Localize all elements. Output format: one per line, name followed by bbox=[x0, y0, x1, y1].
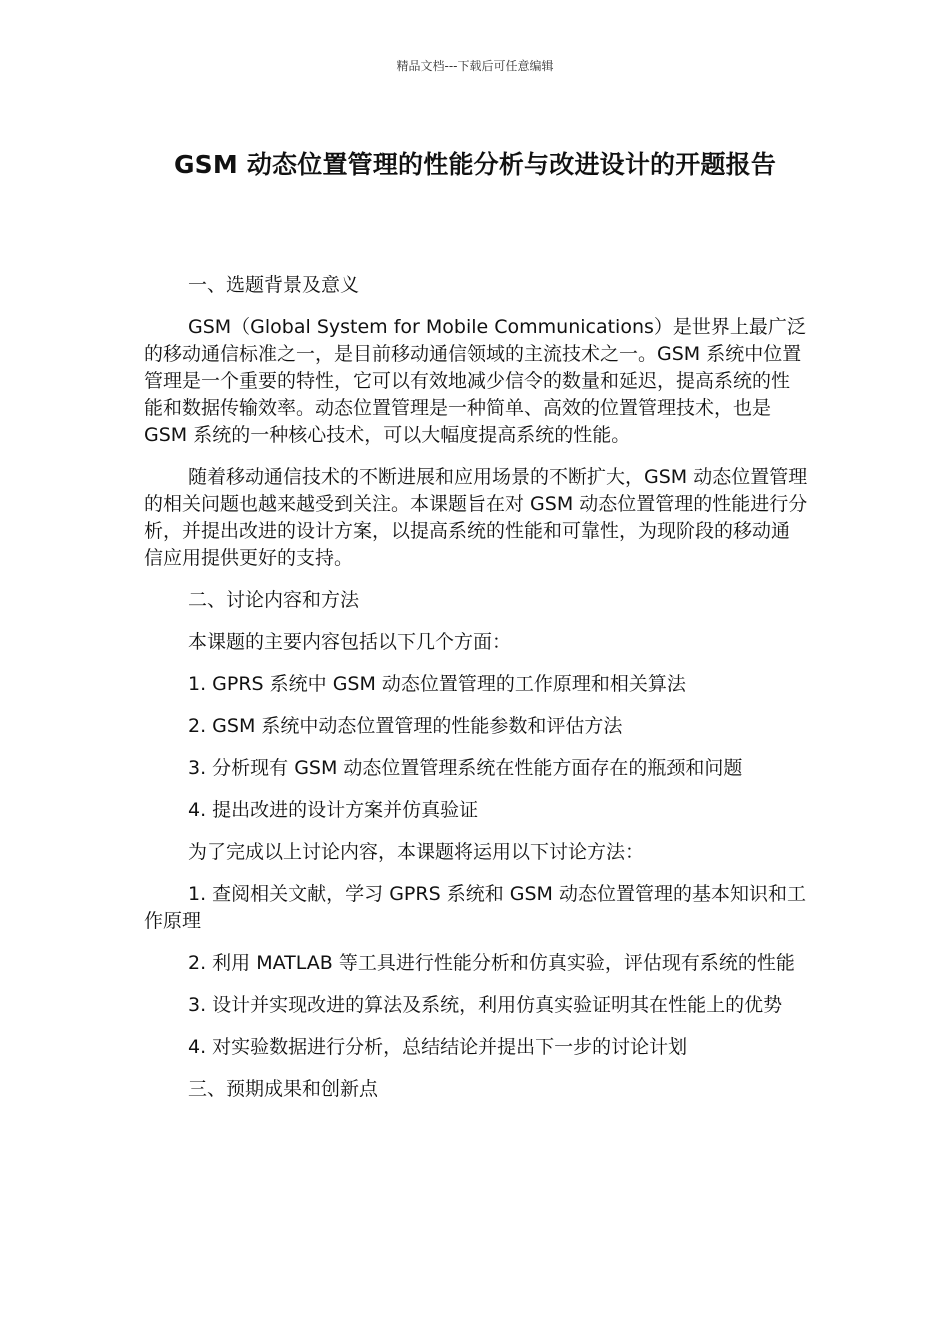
section-heading-content-methods: 二、讨论内容和方法 bbox=[188, 589, 360, 611]
method-item-2: 2. 利用 MATLAB 等工具进行性能分析和仿真实验，评估现有系统的性能 bbox=[188, 952, 795, 974]
section-heading-background: 一、选题背景及意义 bbox=[188, 274, 360, 296]
paragraph-methods-intro: 为了完成以上讨论内容，本课题将运用以下讨论方法： bbox=[188, 841, 645, 863]
document-body bbox=[144, 272, 808, 1103]
section-heading-outcomes: 三、预期成果和创新点 bbox=[188, 1078, 379, 1100]
paragraph-content-intro: 本课题的主要内容包括以下几个方面： bbox=[188, 631, 512, 653]
paragraph-gsm-intro: GSM（Global System for Mobile Communications）是世界上最广泛的移动通信标准之一，是目前移动通信领域的主流技术之一。GSM 系统中位置管理是一个重要的特性，它可以有效地减少信令的数量和延迟，提高系统的性能和数据传输效率。动态位置管理是一种简单、高效的位置管理技术，也是 GSM 系统的一种核心技术，可以大幅度提高系统的性能。 bbox=[144, 316, 806, 446]
content-item-2: 2. GSM 系统中动态位置管理的性能参数和评估方法 bbox=[188, 715, 623, 737]
content-item-1: 1. GPRS 系统中 GSM 动态位置管理的工作原理和相关算法 bbox=[188, 673, 686, 695]
method-item-4: 4. 对实验数据进行分析，总结结论并提出下一步的讨论计划 bbox=[188, 1036, 688, 1058]
content-item-4: 4. 提出改进的设计方案并仿真验证 bbox=[188, 799, 479, 821]
page-header-note: 精品文档---下载后可任意编辑 bbox=[396, 59, 554, 73]
method-item-1: 1. 查阅相关文献，学习 GPRS 系统和 GSM 动态位置管理的基本知识和工作原理 bbox=[144, 883, 806, 932]
content-item-3: 3. 分析现有 GSM 动态位置管理系统在性能方面存在的瓶颈和问题 bbox=[188, 757, 743, 779]
method-item-3: 3. 设计并实现改进的算法及系统，利用仿真实验证明其在性能上的优势 bbox=[188, 994, 783, 1016]
document-title: GSM 动态位置管理的性能分析与改进设计的开题报告 bbox=[173, 150, 777, 179]
paragraph-research-goal: 随着移动通信技术的不断进展和应用场景的不断扩大，GSM 动态位置管理的相关问题也越来越受到关注。本课题旨在对 GSM 动态位置管理的性能进行分析，并提出改进的设计方案，以提高系统的性能和可靠性，为现阶段的移动通信应用提供更好的支持。 bbox=[144, 466, 808, 569]
